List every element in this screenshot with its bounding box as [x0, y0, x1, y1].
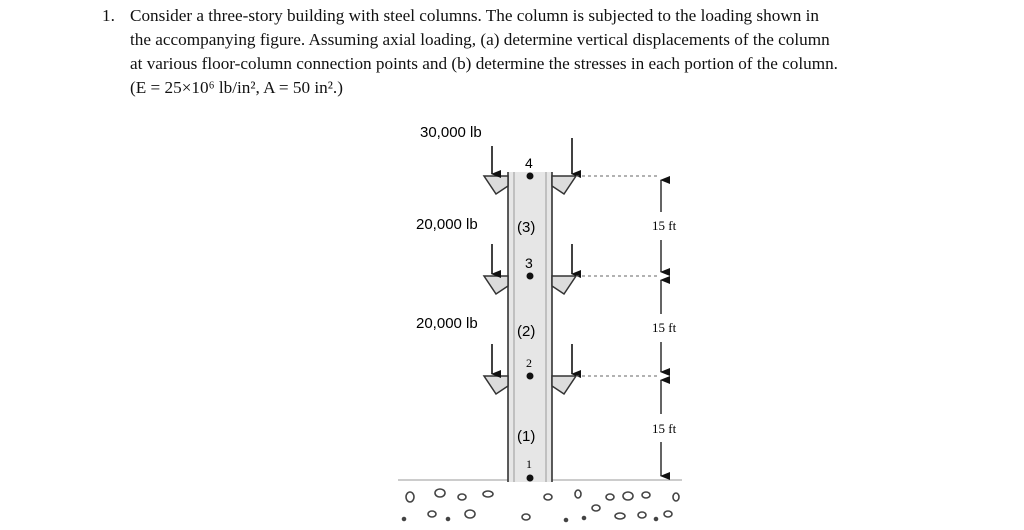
height-label-bottom: 15 ft	[652, 421, 677, 436]
problem-line-3: at various floor-column connection points and (b) determine the stresses in each portion of the column.	[130, 54, 838, 73]
problem-line-4: (E = 25×10⁶ lb/in², A = 50 in².)	[130, 78, 343, 97]
height-label-middle: 15 ft	[652, 320, 677, 335]
load-label-top: 30,000 lb	[420, 124, 482, 141]
height-label-top: 15 ft	[652, 218, 677, 233]
problem-line-2: the accompanying figure. Assuming axial loading, (a) determine vertical displacements of the column	[130, 30, 830, 49]
load-label-second-floor: 20,000 lb	[416, 315, 478, 332]
element-label-1: (1)	[517, 428, 536, 445]
node-label-3: 3	[525, 255, 533, 271]
node-label-1: 1	[526, 457, 532, 471]
node-label-2: 2	[526, 356, 532, 370]
element-label-2: (2)	[517, 323, 536, 340]
ground-hatching	[398, 480, 682, 522]
element-label-3: (3)	[517, 219, 536, 236]
floor-dashed-lines	[576, 176, 660, 376]
load-label-third-floor: 20,000 lb	[416, 216, 478, 233]
problem-line-1: Consider a three-story building with steel columns. The column is subjected to the loading shown in	[130, 6, 819, 25]
node-label-4: 4	[525, 155, 533, 171]
problem-number: 1.	[102, 6, 115, 25]
